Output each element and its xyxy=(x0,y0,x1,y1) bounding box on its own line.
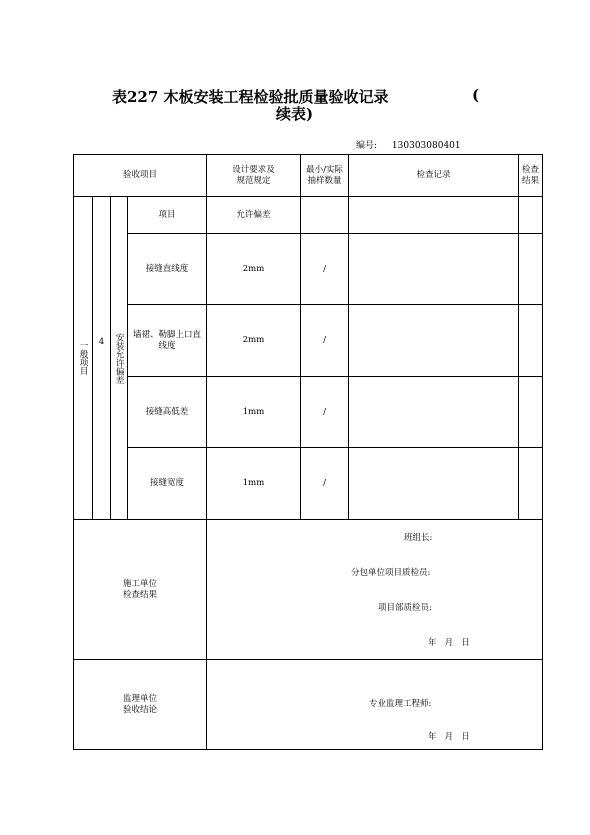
row-1-sample: / xyxy=(323,263,326,274)
sub-inspector-label: 分包单位项目质检员: xyxy=(351,568,431,578)
row-4-sample: / xyxy=(323,478,326,489)
title-paren: ( xyxy=(472,86,480,104)
code-label: 编号: xyxy=(356,141,378,151)
row-2-sample: / xyxy=(323,335,326,346)
team-leader-label: 班组长: xyxy=(404,533,433,543)
row-3-tolerance: 1mm xyxy=(242,406,265,417)
header-design: 设计要求及 规范规定 xyxy=(232,165,275,186)
item-number: 4 xyxy=(98,336,105,347)
document-title-continued: 续表) xyxy=(276,105,314,123)
col-line-record xyxy=(348,154,349,519)
header-item: 验收项目 xyxy=(122,170,157,181)
row-2-tolerance: 2mm xyxy=(242,335,265,346)
category-label: 安装允许偏差 xyxy=(114,332,125,384)
row-0-tolerance: 允许偏差 xyxy=(236,209,271,220)
row-4-tolerance: 1mm xyxy=(242,478,265,489)
general-items-label: 一般项目 xyxy=(78,341,89,375)
supervising-engineer-label: 专业监理工程师: xyxy=(369,699,432,709)
row-1-name: 接缝直线度 xyxy=(145,263,189,274)
document-title xyxy=(112,86,480,107)
table-border-right xyxy=(542,154,543,750)
title-line1: 表227 木板安装工程检验批质量验收记录 xyxy=(112,88,389,106)
construction-date: 年 月 日 xyxy=(428,638,470,648)
row-4-name: 接缝宽度 xyxy=(149,478,184,489)
construction-label: 施工单位 检查结果 xyxy=(122,579,157,600)
form-code xyxy=(356,138,461,151)
supervision-label: 监理单位 验收结论 xyxy=(122,694,157,715)
header-record: 检查记录 xyxy=(416,170,451,181)
row-0-sample xyxy=(301,197,348,233)
row-0-name: 项目 xyxy=(158,209,176,220)
header-result: 检查 结果 xyxy=(521,165,539,186)
col-line-result xyxy=(518,154,519,519)
row-3-sample: / xyxy=(323,406,326,417)
row-1-tolerance: 2mm xyxy=(242,263,265,274)
code-value: 130303080401 xyxy=(391,141,461,151)
row-2-name: 墙裙、勒脚上口直 线度 xyxy=(132,330,201,351)
table-border-bottom xyxy=(73,749,543,750)
row-3-name: 接缝高低差 xyxy=(145,406,189,417)
supervision-date: 年 月 日 xyxy=(428,732,470,742)
header-sample: 最小/实际 抽样数量 xyxy=(306,165,343,186)
dept-inspector-label: 项目部质检员: xyxy=(378,603,432,613)
